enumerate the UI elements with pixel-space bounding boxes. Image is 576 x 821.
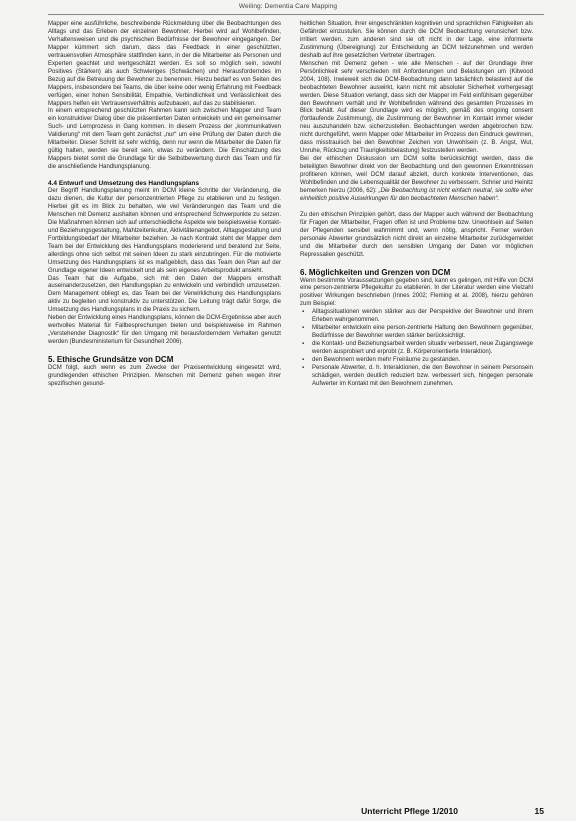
paragraph: heitlichen Situation, ihrer eingeschränkten kognitiven und sprachlichen Fähigkeiten als Gefährdet einzustufen. Sie können durch die DCM Beobachtung verunsichert bzw. irritiert werden, zum anderen sind sie oft nicht in der Lage, eine informierte Zustimmung (Übereignung) zur Entscheidung an DCM teilzunehmen und werden deshalb auf ihre gesetzlichen Vertreter übertragen. — [300, 21, 533, 59]
section-heading-4-4: 4.4 Entwurf und Umsetzung des Handlungsplans — [48, 180, 199, 188]
header-rule — [48, 14, 544, 15]
paragraph: Zu den ethischen Prinzipien gehört, dass der Mapper auch während der Beobachtung für Fragen der Mitarbeiter, Fragen offen ist und Probleme bzw. Unwohlsein auf Seiten der Pflegenden sensibel wahrnimmt und, wenn nötig, anspricht. Ferner werden personale Abwerter grundsätzlich nicht direkt an einzelne Mitarbeiter zurückgemeldet und die Mitarbeiter durch den sensiblen Umgang der Daten vor möglichen Repressalien geschützt. — [300, 211, 533, 258]
footer-issue: Unterricht Pflege 1/2010 — [361, 806, 458, 816]
section-heading-6: 6. Möglichkeiten und Grenzen von DCM — [300, 267, 451, 277]
spacer — [48, 347, 281, 355]
page-number: 15 — [534, 806, 544, 816]
right-column — [300, 21, 533, 389]
paragraph — [300, 156, 533, 204]
list-item: ▪ die Kontakt- und Beziehungsarbeit werden situativ verbessert, neue Zugangswege werden ausprobiert und erprobt (z. B. Körperorientierte Interaktion). — [312, 341, 533, 357]
paragraph: Mapper eine ausführliche, beschreibende Rückmeldung über die Beobachtungen des Alltags und das Erleben der einzelnen Bewohner. Hierbei wird auf Wohlbefinden, Verhaltensweisen und die psychischen Bedürfnisse der Bewohner eingegangen. Der Mapper kümmert sich darum, dass das Feedback in einer geschützten, vertrauensvollen Atmosphäre stattfinden kann, in der die Mitarbeiter als Personen und Experten geachtet und wertgeschätzt werden. Es soll so möglich sein, sowohl Positives (Stärken) als auch Schwieriges (Schwächen) und Herausforderndes im Bezug auf die Betreuung der Bewohner zu benennen. Hierzu bedarf es von Seiten des Mappers, insbesondere bei Teams, die über keine oder wenig Erfahrung mit Feedback verfügen, einer hohen Sensibilität, Empathie, Verbindlichkeit und Verlässlichkeit des Mappers helfen ein Vertrauensverhältnis aufzubauen, auf das zu stabilisieren. — [48, 21, 281, 107]
paragraph: Das Team hat die Aufgabe, sich mit den Daten der Mappers ernsthaft auseinanderzusetzen, den Handlungsplan zu entwickeln und verbindlich umzusetzen. Dem Management obliegt es, das Team bei der Verwirklichung des Handlungsplans aktiv zu begleiten und konstruktiv zu unterstützen. Die Leitung trägt dafür Sorge, die Umsetzung des Handlungsplans in die Praxis zu sichern. — [48, 275, 281, 314]
paragraph: Der Begriff Handlungsplanung meint im DCM kleine Schritte der Veränderung, die dazu dienen, die Kultur der personzentrierten Pflege zu etablieren und zu festigen. Hierbei gilt es im Blick zu behalten, wie viel Veränderungen das Team und die Menschen mit Demenz aushalten können und entsprechend Schwerpunkte zu setzen. Die Maßnahmen können sich auf unterschiedliche Aspekte wie beispielsweise Kontakt- und Beziehungsgestaltung, Mahlzeitenkultur, Aktivitätenangebot, Alltagsgestaltung und Fortbildungsbedarf der Mitarbeiter beziehen. Je nach Kontrakt steht der Mapper dem Team bei der Entwicklung des Handlungsplans moderierend und beratend zur Seite, allerdings ohne sich selbst mit seinen Ideen zu stark einzubringen. Für die motivierte Umsetzung des Handlungsplans ist es maßgeblich, dass das Team den Plan auf der Grundlage eigener Ideen entwickelt und als sein eigenes Arbeitsprodukt ansieht. — [48, 188, 281, 274]
list-item: ▪ Personale Abwerter, d. h. Interaktionen, die den Bewohner in seinem Personsein schädigen, werden deutlich reduziert bzw. verbessert sich, hingegen personale Aufwerter im Kontakt mit den Bewohnern zunehmen. — [312, 365, 533, 389]
section-heading-5: 5. Ethische Grundsätze von DCM — [48, 355, 174, 365]
list-item: ▪ Alltagssituationen werden stärker aus der Perspektive der Bewohner und ihrem Erleben wahrgenommen. — [312, 309, 533, 325]
spacer — [300, 204, 533, 212]
list-item: ▪ den Bewohnern werden mehr Freiräume zu gestanden. — [312, 357, 533, 365]
paragraph: DCM folgt, auch wenn es zum Zwecke der Praxisentwicklung eingesetzt wird, grundlegenden ethischen Prinzipien. Menschen mit Demenz gehen wegen ihrer spezifischen gesund- — [48, 365, 281, 387]
paragraph: Menschen mit Demenz gehen - wie alle Menschen - auf der Grundlage ihrer Persönlichkeit sehr verschieden mit Anforderungen und Belastungen um (Kitwood 2004, 108). Inwieweit sich die DCM-Beobachtung dann tatsächlich belastend auf die beobachteten Bewohner auswirkt, kann nicht mit absoluter Sicherheit vorhergesagt werden. Diese Situation verlangt, dass sich der Mapper im Feld einfühlsam gegenüber den Bewohnern verhält und ihr Wohlbefinden während des gesamten Prozesses im Blick behält. Auf dieser Grundlage wird es möglich, gemäß des ongoing consent (fortlaufende Zustimmung), die Zustimmung der Bewohner im Kontakt immer wieder neu auszuhandeln bzw. sicherzustellen. Beobachtungen werden abgebrochen bzw. nicht durchgeführt, wenn Mapper oder Mitarbeiter im Prozess den Eindruck gewinnen, dass misstrauisch bei den Bewohner Zeichen von Unwohlsein (z. B. Angst, Wut, Unruhe, Rückzug und Traurigkeitsbelastung) festzustellen werden. — [300, 60, 533, 155]
spacer — [48, 172, 281, 180]
quotation: „Die Beobachtung ist nicht einfach neutral, sie sollte eher einheitlich positive Auswirkungen für den beobachteten Menschen haben“. — [300, 188, 533, 202]
paragraph-text: Bei der ethischen Diskussion um DCM sollte berücksichtigt werden, dass die beteiligten Bewohner direkt von der Beobachtung und den gewonnen Erkenntnissen profitieren können, weil DCM darauf abzielt, durch konkrete Interventionen, das Wohlbefinden und die Lebensqualität der Bewohner zu verbessern. Schrier und Heinitz bemerken hierzu (2006, 62): — [300, 156, 533, 195]
running-header: Weiling: Dementia Care Mapping — [238, 3, 338, 10]
paragraph: Neben der Entwicklung eines Handlungsplans, können die DCM-Ergebnisse aber auch wertvolles Material für Fallbesprechungen bieten und beispielsweise im Rahmen „Verstehender Diagnostik“ für den Umgang mit herausforderndem Verhalten genutzt werden (Bundesministerium für Gesundheit 2006). — [48, 315, 281, 346]
left-column — [48, 21, 281, 389]
list-item: ▪ Mitarbeiter entwickeln eine person-zentrierte Haltung den Bewohnern gegenüber, Bedürfnisse der Bewohner werden stärker berücksichtigt. — [312, 325, 533, 341]
bullet-list — [300, 309, 533, 389]
spacer — [300, 260, 533, 268]
paragraph: Wenn bestimmte Voraussetzungen gegeben sind, kann es gelingen, mit Hilfe von DCM eine person-zentrierte Pflegekultur zu etablieren. In der Literatur werden eine Vielzahl positiver Wirkungen beschrieben (Innes 2002; Fleming et al. 2008), hierzu gehören zum Beispiel: — [300, 277, 533, 308]
paragraph: In einem entsprechend geschützten Rahmen kann sich zwischen Mapper und Team ein konstruktiver Dialog über die präsentierten Daten entwickeln und ein gemeinsamer Such- und Lernprozess in Gang kommen. In diesem Prozess der „kommunikativen Validierung“ mit dem Team geht zunächst „nur“ um eine Prüfung der Daten durch die Mitarbeiter. Dieser Schritt ist sehr wichtig, denn nur wenn die Mitarbeiter die Daten für gültig halten, werden sie bereit sein, etwas zu verändern. Die Einschätzung des Mappers bietet somit die Grundlage für die Selbstbewertung durch das Team und für die anschließende Handlungsplanung. — [48, 108, 281, 171]
